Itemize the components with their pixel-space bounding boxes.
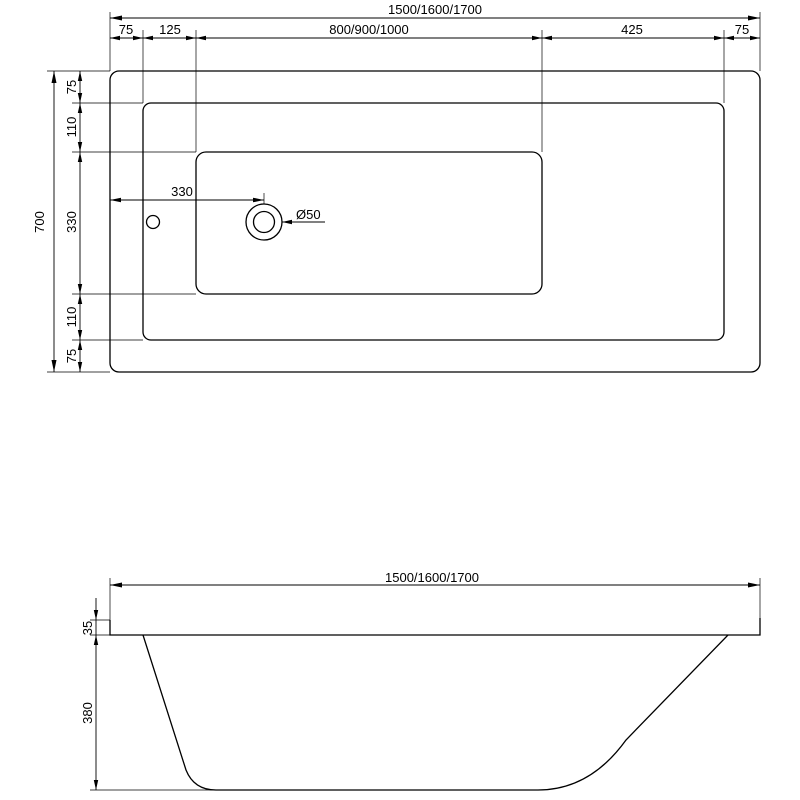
- basin-depth-label: 380: [80, 702, 95, 724]
- side-length-arrow-right: [748, 583, 760, 588]
- drain-inner: [254, 212, 275, 233]
- side-length-label: 1500/1600/1700: [385, 570, 479, 585]
- side-rim: [110, 618, 760, 635]
- seg-left-inner-label: 125: [159, 22, 181, 37]
- side-length-arrow-left: [110, 583, 122, 588]
- rim-thickness-label: 35: [80, 620, 95, 636]
- v-inner-bottom-label: 110: [64, 306, 79, 328]
- seg-arrow-5: [196, 36, 206, 40]
- side-v-arrow-2: [94, 635, 98, 645]
- drain-outer: [246, 204, 282, 240]
- v-inner-top-label: 110: [64, 116, 79, 138]
- drain-diameter-label: Ø50: [296, 207, 321, 222]
- overall-length-arrow-left: [110, 16, 122, 21]
- seg-arrow-9: [724, 36, 734, 40]
- vseg-arrow-9: [78, 340, 82, 350]
- overall-width-label: 700: [32, 211, 47, 233]
- top-extension-lines: [110, 12, 760, 152]
- overall-length-label: 1500/1600/1700: [388, 2, 482, 17]
- drain-diameter-arrow: [282, 220, 292, 224]
- vseg-arrow-1: [78, 71, 82, 81]
- side-extension-lines: [90, 578, 760, 790]
- seg-arrow-3: [143, 36, 153, 40]
- vseg-arrow-6: [78, 284, 82, 294]
- v-basin-label: 330: [64, 211, 79, 233]
- v-rim-bottom-label: 75: [64, 348, 79, 364]
- seg-right-rim-label: 75: [734, 22, 750, 37]
- side-v-arrow-3: [94, 780, 98, 790]
- overflow-hole: [147, 216, 160, 229]
- vseg-arrow-5: [78, 152, 82, 162]
- seg-arrow-8: [714, 36, 724, 40]
- side-body-profile: [143, 635, 728, 790]
- v-rim-top-label: 75: [64, 79, 79, 95]
- overall-length-arrow-right: [748, 16, 760, 21]
- vseg-arrow-4: [78, 142, 82, 152]
- seg-basin-label: 800/900/1000: [329, 22, 409, 37]
- seg-arrow-10: [750, 36, 760, 40]
- side-v-arrow-1: [94, 610, 98, 620]
- tub-basin: [196, 152, 542, 294]
- drain-offset-label: 330: [171, 184, 193, 199]
- overall-width-arrow-bottom: [52, 360, 57, 372]
- seg-arrow-6: [532, 36, 542, 40]
- seg-arrow-2: [133, 36, 143, 40]
- vseg-arrow-8: [78, 330, 82, 340]
- drain-offset-arrow-left: [110, 198, 121, 203]
- tub-outer-rim: [110, 71, 760, 372]
- seg-left-rim-label: 75: [118, 22, 134, 37]
- drain-offset-arrow-right: [253, 198, 264, 203]
- top-view: [32, 2, 760, 372]
- seg-arrow-4: [186, 36, 196, 40]
- side-view: [80, 570, 760, 790]
- seg-right-inner-label: 425: [621, 22, 643, 37]
- overall-width-arrow-top: [52, 71, 57, 83]
- vseg-arrow-7: [78, 294, 82, 304]
- tub-inner-rim: [143, 103, 724, 340]
- seg-arrow-7: [542, 36, 552, 40]
- vseg-arrow-3: [78, 103, 82, 113]
